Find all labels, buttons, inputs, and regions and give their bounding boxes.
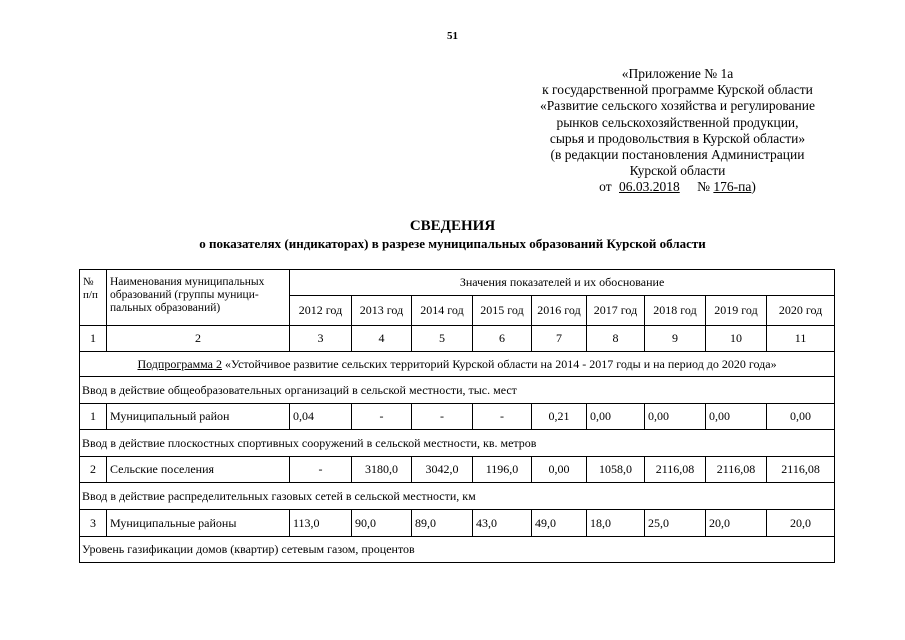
appendix-line: рынков сельскохозяйственной продукции, xyxy=(556,114,799,130)
appendix-line: (в редакции постановления Администрации xyxy=(550,147,805,163)
value-cell: 2116,08 xyxy=(645,457,706,483)
value-cell: 18,0 xyxy=(587,510,645,537)
row-num: 2 xyxy=(80,457,107,483)
row-num: 3 xyxy=(80,510,107,537)
col-num-header: № п/п xyxy=(80,270,107,326)
appendix-date-line xyxy=(500,179,855,195)
index-cell: 1 xyxy=(80,326,107,352)
year-header: 2015 год xyxy=(473,296,532,326)
index-cell: 5 xyxy=(412,326,473,352)
header-row xyxy=(80,270,835,296)
close-paren: ) xyxy=(751,179,756,195)
value-cell: - xyxy=(412,404,473,430)
appendix-block xyxy=(500,66,855,196)
from-label: от xyxy=(599,179,612,195)
row-name: Муниципальные районы xyxy=(107,510,290,537)
value-cell: 0,21 xyxy=(532,404,587,430)
index-cell: 11 xyxy=(767,326,835,352)
section-row xyxy=(80,377,835,404)
row-name: Сельские поселения xyxy=(107,457,290,483)
section-row xyxy=(80,430,835,457)
page-number: 51 xyxy=(447,30,458,42)
col-name-header: Наименования муниципальных образований (группы муници- пальных образований) xyxy=(107,270,290,326)
value-cell: 0,04 xyxy=(290,404,352,430)
appendix-line: сырья и продовольствия в Курской области» xyxy=(549,130,806,146)
resolution-date: 06.03.2018 xyxy=(619,179,680,195)
value-cell: 0,00 xyxy=(645,404,706,430)
year-header: 2020 год xyxy=(767,296,835,326)
year-header: 2013 год xyxy=(352,296,412,326)
section-row xyxy=(80,537,835,563)
index-cell: 7 xyxy=(532,326,587,352)
value-cell: - xyxy=(352,404,412,430)
year-header: 2017 год xyxy=(587,296,645,326)
number-label: № xyxy=(697,179,711,195)
table-row xyxy=(80,510,835,537)
value-cell: 113,0 xyxy=(290,510,352,537)
value-cell: 49,0 xyxy=(532,510,587,537)
appendix-line: «Приложение № 1а xyxy=(621,66,734,81)
document-subtitle: о показателях (индикаторах) в разрезе муниципальных образований Курской области xyxy=(199,236,706,251)
resolution-number: 176-па xyxy=(713,179,752,195)
row-num: 1 xyxy=(80,404,107,430)
table-row xyxy=(80,457,835,483)
year-header: 2016 год xyxy=(532,296,587,326)
index-cell: 4 xyxy=(352,326,412,352)
indicators-table xyxy=(79,269,835,563)
value-cell: 2116,08 xyxy=(706,457,767,483)
index-cell: 8 xyxy=(587,326,645,352)
index-cell: 6 xyxy=(473,326,532,352)
value-cell: 0,00 xyxy=(767,404,835,430)
value-cell: 2116,08 xyxy=(767,457,835,483)
section-title: Ввод в действие плоскостных спортивных сооружений в сельской местности, кв. метров xyxy=(80,430,835,457)
index-cell: 2 xyxy=(107,326,290,352)
year-header: 2014 год xyxy=(412,296,473,326)
document-title: СВЕДЕНИЯ xyxy=(409,218,496,234)
value-cell: 89,0 xyxy=(412,510,473,537)
value-cell: 3180,0 xyxy=(352,457,412,483)
row-name: Муниципальный район xyxy=(107,404,290,430)
value-cell: 1196,0 xyxy=(473,457,532,483)
appendix-line: к государственной программе Курской области xyxy=(542,82,813,98)
value-cell: 0,00 xyxy=(587,404,645,430)
value-cell: 90,0 xyxy=(352,510,412,537)
value-cell: 3042,0 xyxy=(412,457,473,483)
year-header: 2018 год xyxy=(645,296,706,326)
value-cell: 1058,0 xyxy=(587,457,645,483)
table-row xyxy=(80,404,835,430)
value-cell: 20,0 xyxy=(767,510,835,537)
value-cell: 0,00 xyxy=(706,404,767,430)
value-cell: - xyxy=(473,404,532,430)
index-cell: 3 xyxy=(290,326,352,352)
subprogram-cell xyxy=(80,352,835,377)
year-header: 2012 год xyxy=(290,296,352,326)
section-title: Ввод в действие общеобразовательных организаций в сельской местности, тыс. мест xyxy=(80,377,835,404)
index-cell: 9 xyxy=(645,326,706,352)
section-row xyxy=(80,483,835,510)
value-cell: 20,0 xyxy=(706,510,767,537)
values-header: Значения показателей и их обоснование xyxy=(290,270,835,296)
year-header: 2019 год xyxy=(706,296,767,326)
index-row xyxy=(80,326,835,352)
index-cell: 10 xyxy=(706,326,767,352)
subprogram-label: Подпрограмма 2 xyxy=(137,356,223,371)
value-cell: 25,0 xyxy=(645,510,706,537)
value-cell: - xyxy=(290,457,352,483)
subprogram-row xyxy=(80,352,835,377)
appendix-line: Курской области xyxy=(629,163,726,179)
value-cell: 0,00 xyxy=(532,457,587,483)
subprogram-text: «Устойчивое развитие сельских территорий Курской области на 2014 - 2017 годы и на период до 2020 года» xyxy=(222,356,777,371)
value-cell: 43,0 xyxy=(473,510,532,537)
section-title: Уровень газификации домов (квартир) сетевым газом, процентов xyxy=(80,537,835,563)
section-title: Ввод в действие распределительных газовых сетей в сельской местности, км xyxy=(80,483,835,510)
appendix-line: «Развитие сельского хозяйства и регулирование xyxy=(540,98,815,114)
